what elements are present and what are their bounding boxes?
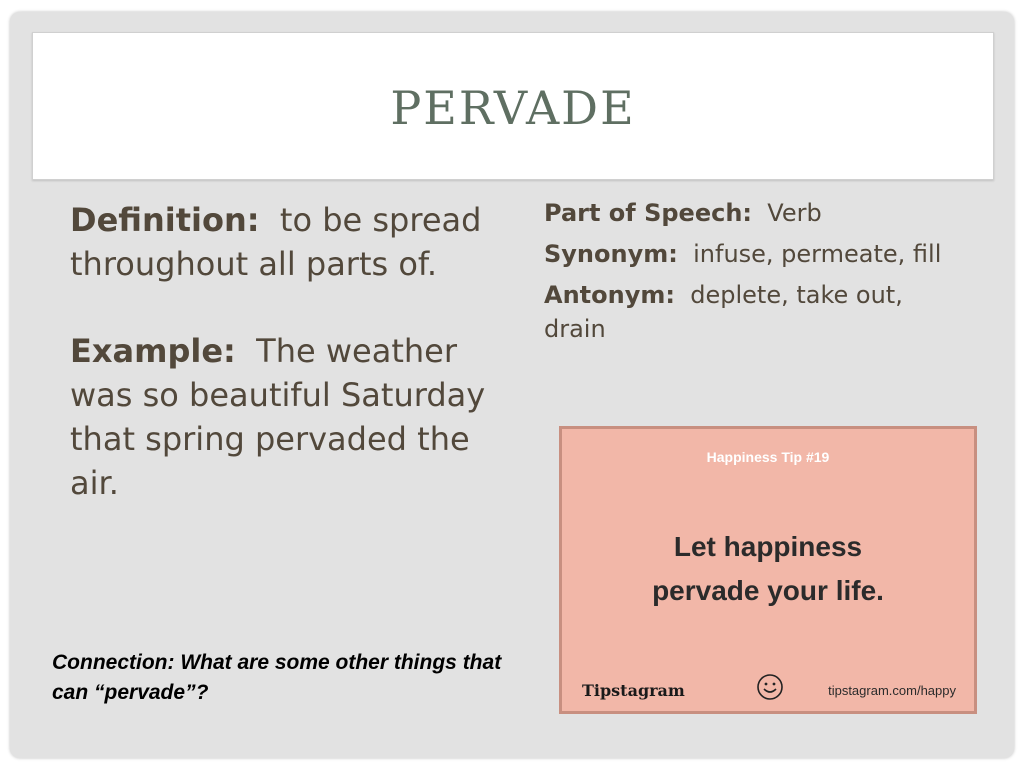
antonym-text: deplete, take out, drain	[544, 281, 903, 343]
definition-paragraph	[70, 198, 500, 286]
synonym-label: Synonym:	[544, 240, 678, 268]
smiley-face-icon	[756, 673, 784, 701]
card-message-line-1: Let happiness	[673, 531, 863, 562]
connection-question: Connection: What are some other things that can “pervade”?	[52, 651, 502, 704]
left-column	[70, 198, 500, 548]
example-paragraph	[70, 329, 500, 505]
example-label: Example:	[70, 332, 236, 370]
antonym	[544, 278, 964, 346]
synonym-text: infuse, permeate, fill	[693, 240, 942, 268]
card-message-line-2: pervade your life.	[652, 575, 884, 606]
happiness-tip-image	[559, 426, 977, 714]
title-band	[32, 32, 994, 180]
right-column	[544, 196, 964, 353]
card-tip-number: Happiness Tip #19	[706, 449, 830, 465]
card-message	[602, 525, 934, 613]
example-text: The weather was so beautiful Saturday that spring pervaded the air.	[70, 332, 486, 502]
part-of-speech-label: Part of Speech:	[544, 199, 753, 227]
antonym-label: Antonym:	[544, 281, 675, 309]
definition-label: Definition:	[70, 201, 260, 239]
synonym	[544, 237, 964, 271]
part-of-speech	[544, 196, 964, 230]
definition-text: to be spread throughout all parts of.	[70, 201, 482, 283]
card-brand: Tipstagram	[582, 681, 685, 700]
slide-title: PERVADE	[390, 81, 636, 135]
card-url: tipstagram.com/happy	[828, 683, 956, 698]
part-of-speech-text: Verb	[767, 199, 822, 227]
slide	[10, 12, 1014, 758]
